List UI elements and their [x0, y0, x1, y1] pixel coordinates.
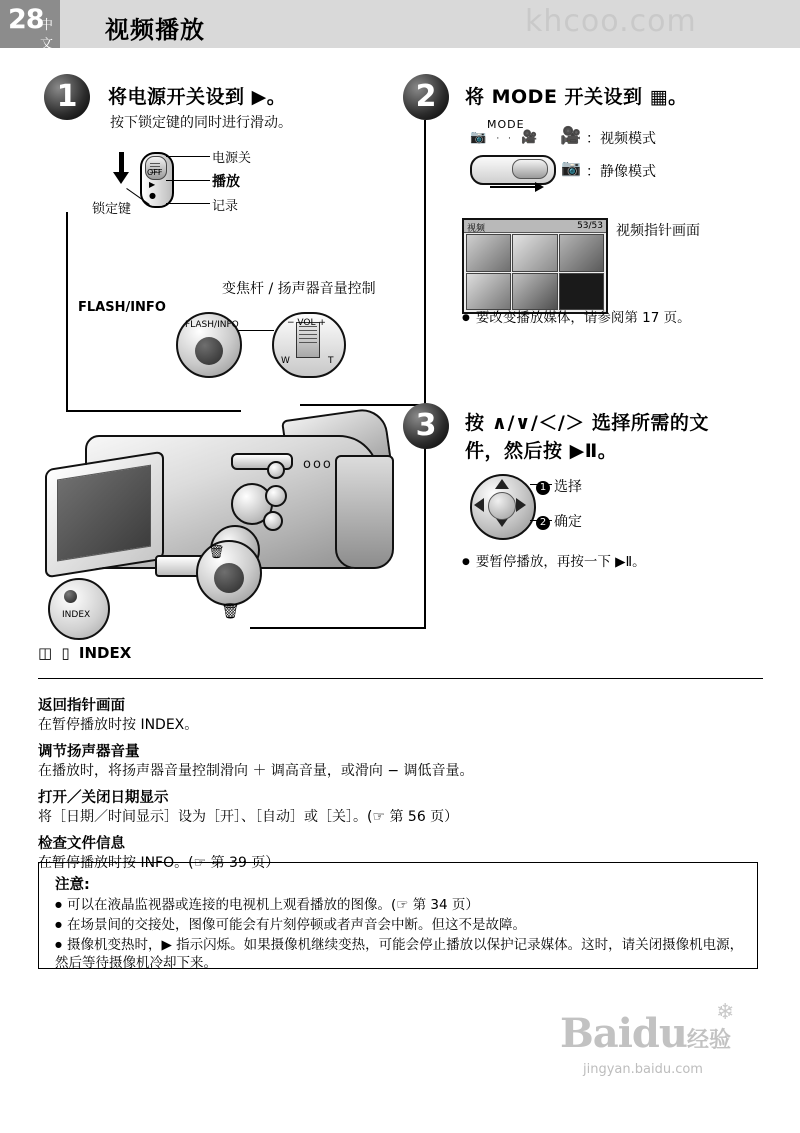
note-box-item: ● 可以在液晶监视器或连接的电视机上观看播放的图像。(☞ 第 34 页）: [55, 896, 745, 914]
card-icon: ▯: [61, 644, 70, 662]
switch-mark-play: ▶: [149, 180, 156, 189]
arrow-left-icon[interactable]: [474, 498, 484, 512]
pad-confirm-item: [536, 511, 582, 531]
still-mode-icon: 📷: [561, 158, 581, 177]
thumbnail-cell[interactable]: [512, 234, 557, 272]
still-camera-icon: 📷: [470, 130, 490, 145]
mode-switch-arrow: [490, 186, 536, 188]
index-thumbnail-grid: [466, 234, 604, 310]
switch-mark-off: OFF: [147, 168, 163, 177]
battery-icon: ◫: [38, 644, 53, 662]
footer-watermark-brand-text: Baidu: [560, 1010, 687, 1057]
page-number-box: [0, 0, 60, 52]
flash-info-button-text: FLASH/INFO: [185, 320, 239, 330]
flash-info-label: FLASH/INFO: [78, 300, 166, 315]
camcorder-lcd-screen: [57, 465, 151, 562]
camcorder-button-c[interactable]: [267, 461, 285, 479]
video-mode-icon: 🎥: [560, 126, 582, 146]
language-tag: 中文: [40, 18, 54, 52]
index-screen-media-label: 视频: [467, 224, 486, 234]
trash-icon-label: 🗑: [221, 602, 241, 620]
pad-marker-2: 2: [536, 516, 550, 530]
thumbnail-cell-empty[interactable]: [559, 273, 604, 311]
camcorder-button-a[interactable]: [265, 485, 287, 507]
zoom-tele-mark: T: [328, 356, 334, 366]
direction-pad[interactable]: [462, 470, 538, 542]
zoom-wide-mark: W: [281, 356, 290, 366]
step-3-title-line1: 按 ∧/∨/＜/＞ 选择所需的文: [465, 412, 709, 434]
note-box: [38, 862, 758, 972]
mode-switch-icons-row: [470, 130, 540, 145]
step-1-badge: 1: [44, 74, 90, 120]
pad-select-label: 选择: [554, 479, 582, 495]
camcorder-grip: [335, 455, 394, 569]
connector-vertical-mid: [424, 120, 426, 405]
index-legend-label: INDEX: [78, 644, 132, 662]
page-number: 28: [8, 4, 44, 35]
page-title: 视频播放: [105, 16, 205, 44]
footer-watermark-sub: jingyan.baidu.com: [583, 1062, 703, 1077]
index-screen-caption: 视频指针画面: [616, 223, 700, 239]
step-2-badge: 2: [403, 74, 449, 120]
divider-top: [38, 678, 763, 679]
index-screen-titlebar: [464, 220, 606, 233]
step-1-title: 将电源开关设到 ▶。: [108, 86, 287, 108]
switch-label-rec: 记录: [212, 199, 239, 214]
flash-info-button-center: [195, 337, 223, 365]
camcorder-lcd-panel: [45, 451, 164, 579]
step-3-note: ● 要暂停播放，再按一下 ▶Ⅱ。: [462, 550, 646, 570]
section-3-text: 将［日期／时间显示］设为［开］、［自动］或［关］。(☞ 第 56 页）: [38, 809, 459, 825]
switch-mark-rec: ●: [149, 191, 156, 200]
section-1-heading: 返回指针画面: [38, 698, 125, 714]
camcorder-button-b[interactable]: [263, 511, 283, 531]
paw-icon: ❄: [716, 1000, 735, 1025]
switch-label-play: 播放: [212, 174, 240, 190]
camcorder-indicator-dots: ooo: [303, 457, 333, 472]
note-box-item: ● 摄像机变热时，▶ 指示闪烁。如果摄像机继续变热，可能会停止播放以保护记录媒体。这时，请关闭摄像机电源，然后等待摄像机冷却下来。: [55, 936, 745, 972]
lock-button-label: 锁定键: [92, 202, 132, 217]
step-1-subtitle: 按下锁定键的同时进行滑动。: [110, 115, 292, 131]
index-button[interactable]: [48, 578, 110, 640]
arrow-right-icon[interactable]: [516, 498, 526, 512]
video-camera-icon: 🎥: [521, 130, 541, 145]
trash-button[interactable]: [196, 540, 262, 606]
thumbnail-cell[interactable]: [466, 234, 511, 272]
top-watermark: khcoo.com: [525, 4, 697, 39]
leader-flash-to-zoom: [238, 330, 274, 331]
index-button-text: INDEX: [62, 610, 91, 620]
note-box-title: 注意:: [55, 877, 90, 893]
leader-line-off: [166, 156, 210, 157]
thumbnail-cell[interactable]: [559, 234, 604, 272]
section-2-text: 在播放时，将扬声器音量控制滑向 ＋ 调高音量，或滑向 − 调低音量。: [38, 763, 474, 779]
arrow-up-icon[interactable]: [495, 479, 509, 489]
trash-icon: 🗑: [208, 545, 225, 560]
mode-switch-caption: MODE: [487, 118, 525, 131]
pad-select-item: [536, 476, 582, 496]
mode-dots: · ·: [496, 134, 514, 144]
index-screen-preview: [462, 218, 608, 314]
step-3-title-line2: 件，然后按 ▶Ⅱ。: [465, 440, 618, 462]
step-3-badge: 3: [403, 403, 449, 449]
footer-watermark-brand: [560, 1010, 731, 1057]
section-2-heading: 调节扬声器音量: [38, 744, 140, 760]
section-4-text: 在暂停播放时按 INFO。(☞ 第 39 页）: [38, 855, 280, 871]
pad-marker-1: 1: [536, 481, 550, 495]
zoom-volume-label: 变焦杆 / 扬声器音量控制: [222, 281, 376, 297]
note-box-item: ● 在场景间的交接处，图像可能会有片刻停顿或者声音会中断。但这不是故障。: [55, 916, 745, 934]
index-button-dot: [64, 590, 77, 603]
step-2-title: 将 MODE 开关设到 ▦。: [465, 86, 688, 108]
connector-vertical-left: [66, 212, 68, 412]
thumbnail-cell[interactable]: [512, 273, 557, 311]
mode-switch-knob[interactable]: [512, 159, 548, 179]
switch-label-off: 电源关: [212, 151, 252, 166]
still-mode-label: ：静像模式: [586, 164, 656, 180]
section-1-text: 在暂停播放时按 INDEX。: [38, 717, 199, 733]
step-2-note: ● 要改变播放媒体，请参阅第 17 页。: [462, 306, 691, 326]
direction-pad-center[interactable]: [488, 492, 516, 520]
leader-line-play: [166, 180, 210, 181]
trash-button-center: [214, 563, 244, 593]
leader-line-rec: [166, 203, 210, 204]
thumbnail-cell[interactable]: [466, 273, 511, 311]
flash-info-button[interactable]: [176, 312, 242, 378]
index-legend: [38, 644, 131, 662]
page-header: [0, 0, 800, 50]
footer-watermark-brand-cn: 经验: [686, 1028, 731, 1053]
index-screen-counter: 53/53: [577, 221, 603, 231]
pad-confirm-label: 确定: [554, 514, 582, 530]
zoom-volume-marks: − VOL +: [287, 318, 326, 328]
video-mode-label: ：视频模式: [586, 131, 656, 147]
section-3-heading: 打开／关闭日期显示: [38, 790, 169, 806]
section-4-heading: 检查文件信息: [38, 836, 125, 852]
